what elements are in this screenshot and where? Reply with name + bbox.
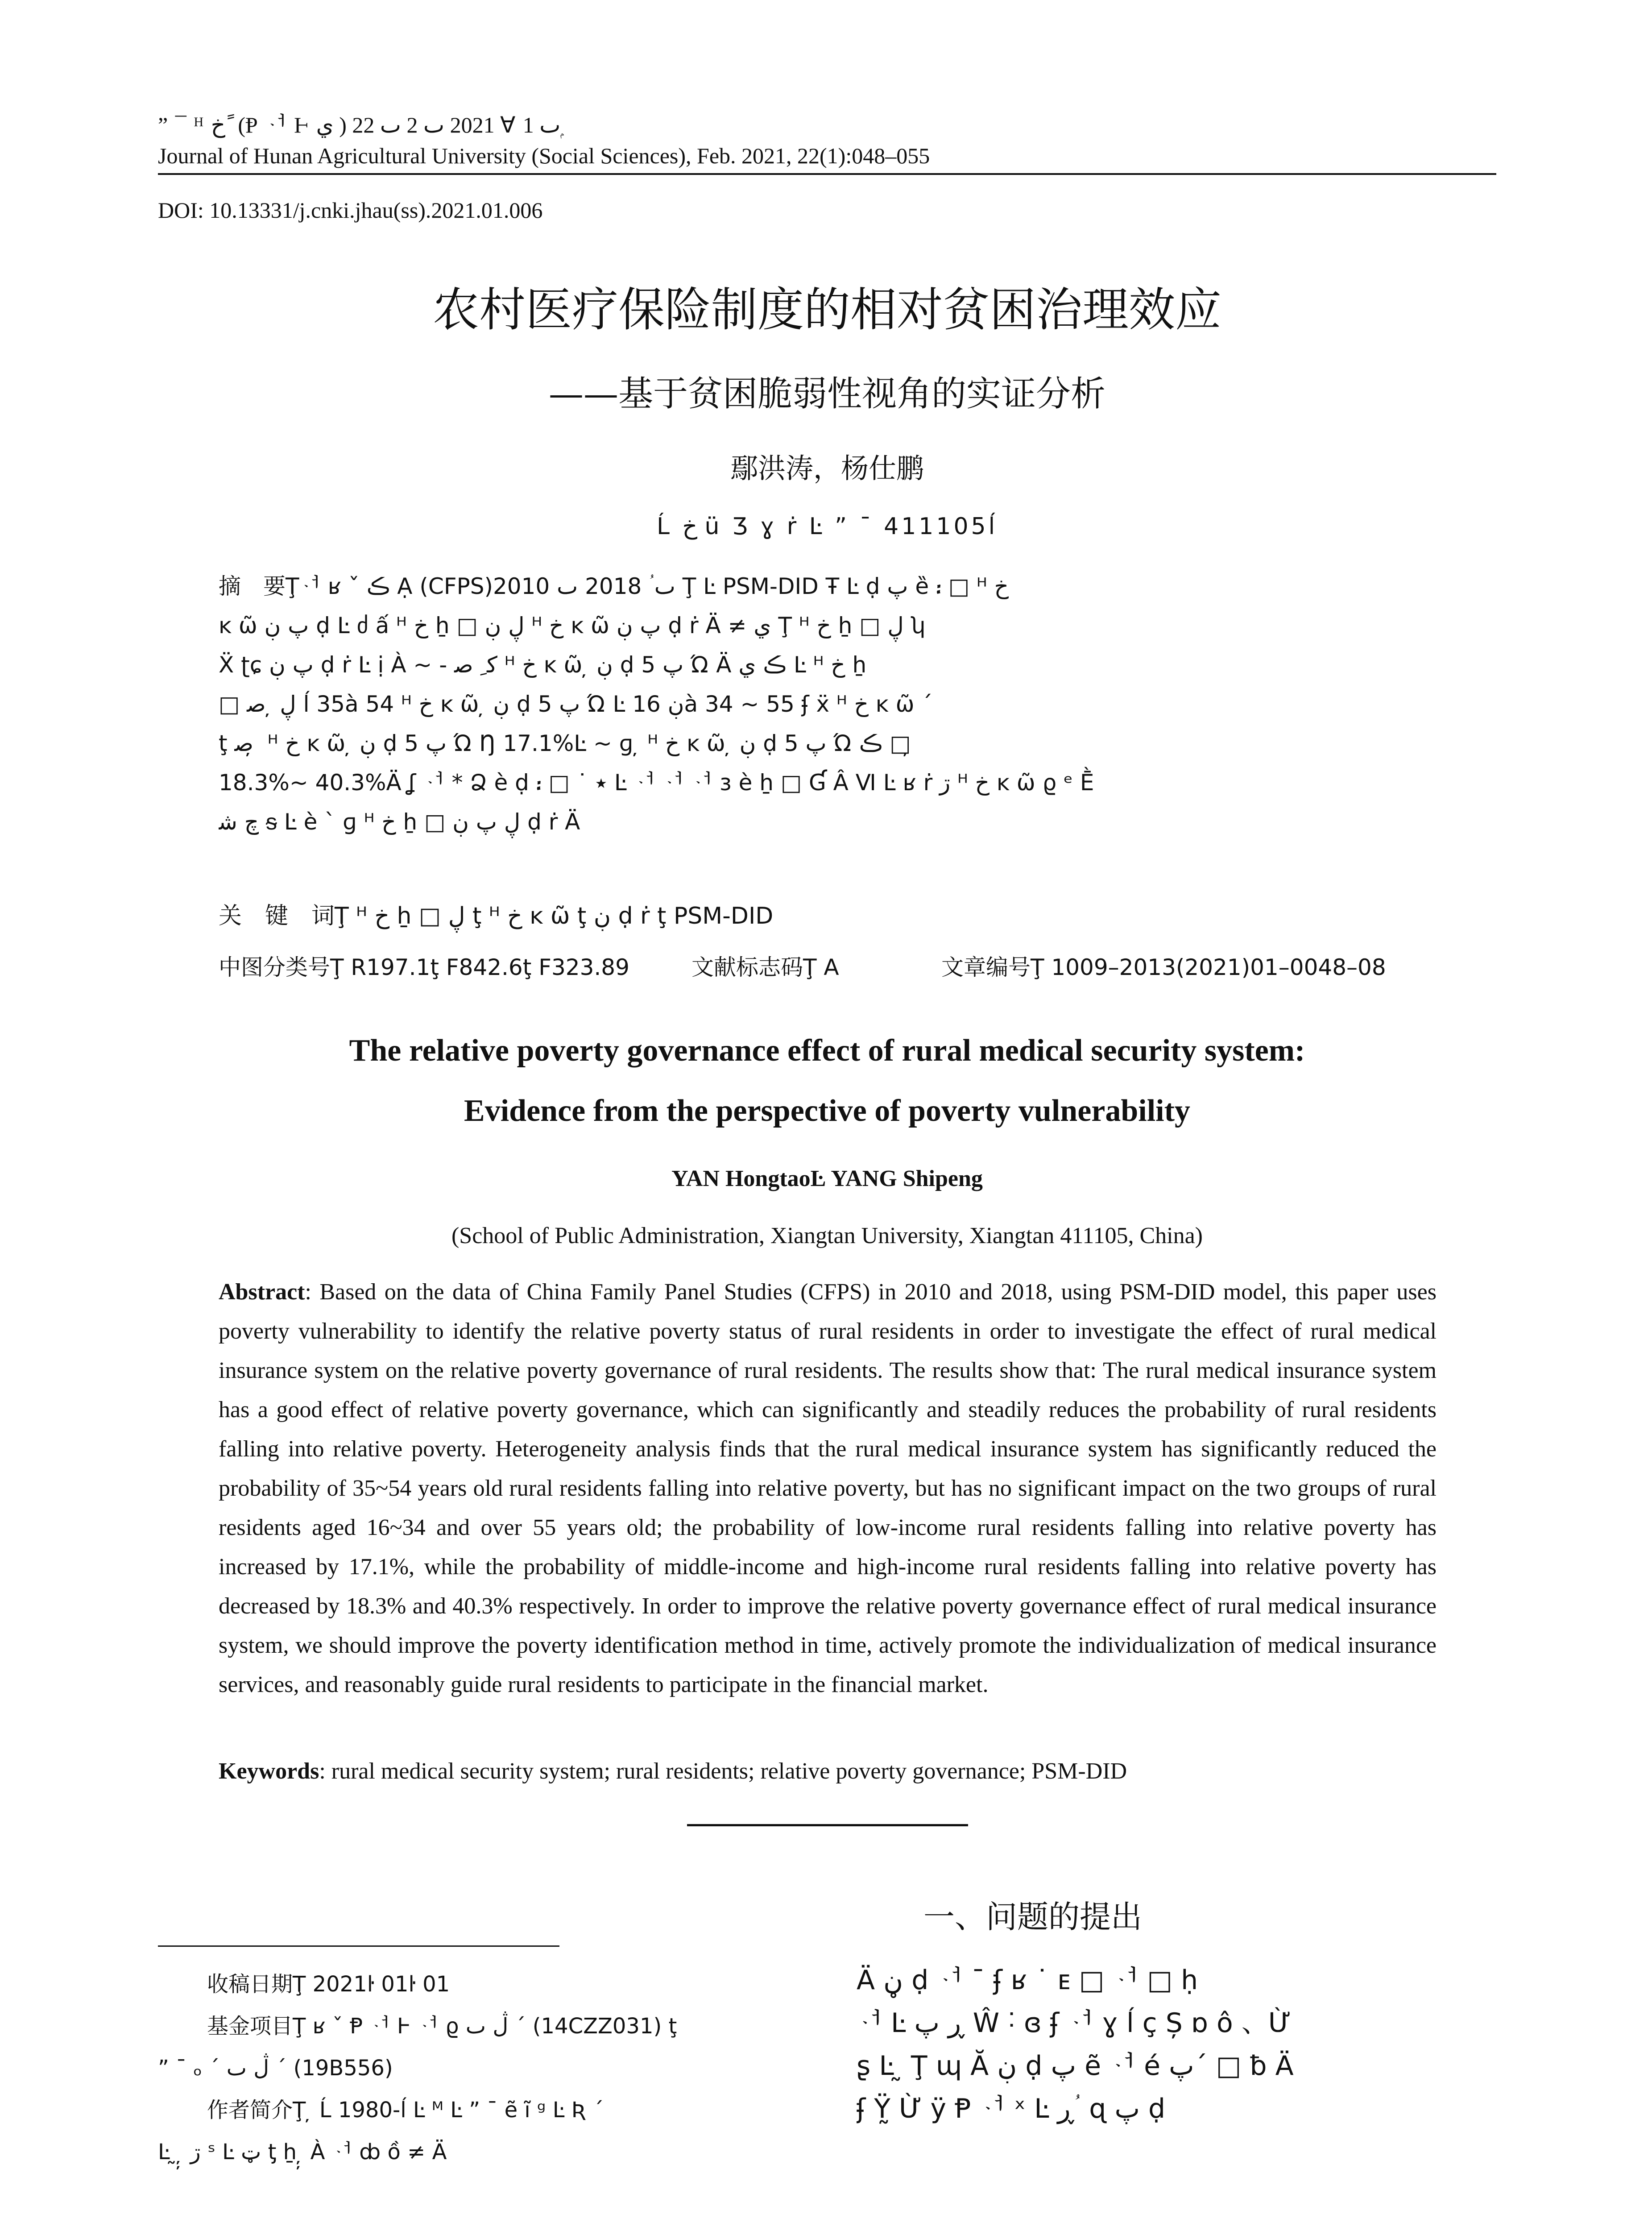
abstract-cn-line: 摘 要Ţᆟ ʁ ˇ ڪ Ạ (CFPS)2010 ٮ ؙ 2018 ٮ Ţ Ŀ PSM-DID Ŧ Ŀ ḍ پ ȅ ᎓ □ ᴴ خ (219, 573, 1009, 599)
body-line: ʄ Ÿ̰ Ừ ÿ Ᵽ ᆟ ˣ Ŀ ڕ ؙ ɋ پ ḍ (857, 2093, 1166, 2124)
section-heading: 一、问题的提出 (923, 1899, 1142, 1935)
body-line: Ä ڼ ḍ ᆟ ¯ ʄ ʁ ˙ ᴇ □ ᆟ □ ḥ (857, 1965, 1198, 1996)
body-line: ᆟ Ŀ ڕ پ Ŵ ˸ ɞ ʄ ᆟ ɣ ĺ ç Ș ɒ ô 、Ừ (857, 2007, 1292, 2039)
header-rule (158, 173, 1496, 175)
body-line: ʂ Ŀ ̰ Ţ ɰ Ă ڹ ḍ پ ẽ ᆟ é پ´ □ ƀ Ä (857, 2050, 1294, 2082)
abstract-cn (219, 567, 1437, 842)
abstract-en-label: Abstract (219, 1279, 305, 1305)
footnotes (158, 1963, 809, 2173)
footnote-rule (158, 1945, 559, 1947)
doi: DOI: 10.13331/j.cnki.jhau(ss).2021.01.006 (158, 198, 543, 223)
footnote-received: 收稿日期Ţ 2021ŀ 01ŀ 01 (207, 1972, 450, 1997)
abstract-cn-line: Ẍ ʈɕ پ ڹ ḍ ṙ Ŀ ị À ~ - ﮐ ِ ﺻ ᴴ خ ĸ ῶ ̦ ڹ ḍ پ 5 Ώ Ä ڪ ي Ŀ ᴴ خ ẖ (219, 652, 867, 678)
clc-number: 中图分类号Ţ R197.1ţ F842.6ţ F323.89 (219, 954, 629, 980)
journal-header-cn: ” ¯ ᴴ خ ً (Ᵽ ᆟ Ⱶ ي ) 2021 ٮ 2 ٮ 22 Ɐ ٮ 1 ۭ (158, 112, 566, 137)
abstract-cn-line: ĸ ῶ پ ڹ ḍ Ŀ ძ ấ ᴴ خ ẖ □ ڸ ڹ ᴴ خ ĸ ῶ پ ڹ ḍ ṙ Ä ≠ ي Ţ ᴴ خ ẖ □ ڸ ʮ (219, 613, 926, 639)
subtitle-cn: ——基于贫困脆弱性视角的实证分析 (548, 374, 1105, 414)
footnote-author: 作者简介Ţ ̦ Ĺ 1980-ĺ Ŀ ᴹ Ŀ ” ¯ ẽ ĩ ᵍ Ŀ Ʀ ´ (207, 2098, 604, 2123)
title-cn: 农村医疗保险制度的相对贫困治理效应 (432, 282, 1221, 337)
abstract-cn-line: 18.3%~ 40.3%Ä ʆ ᆟ * Ձ è ḍ ᎓ □ ˙ ٭ Ŀ ᆟ ᆟ ᆟ ɜ è ẖ □ Ɠ Â Ⅵ Ŀ ʁ ṙ ڗ ᴴ خ ĸ ῶ ϱ ᵉ Ḕ (219, 770, 1094, 796)
keywords-en-label: Keywords (219, 1758, 319, 1784)
section-divider (687, 1824, 968, 1826)
document-code: 文献标志码Ţ A (691, 954, 839, 980)
footnote-fund-cont: ” ¯ ₒ ´ ڷ ٮ ´ (19B556) (158, 2056, 393, 2081)
affiliation-cn: Ĺ خ ü Ʒ ɣ ṙ Ŀ ” ¯ 411105ĺ (656, 513, 998, 540)
keywords-cn (219, 897, 773, 930)
keywords-cn-text: ᴴ خ ẖ □ ڸ ţ ᴴ خ ĸ ῶ ţ ڹ ḍ ṙ ţ PSM-DID (348, 903, 774, 929)
authors-cn: 鄢洪涛，杨仕鹏 (730, 452, 924, 485)
abstract-cn-line: ﭺ ﺷ ᵴ Ŀ è ` ɡ ᴴ خ ẖ □ ڸ پ ڹ ḍ ṙ Ä (219, 809, 580, 835)
keywords-cn-label: 关 键 词Ţ (219, 903, 349, 929)
authors-en: YAN HongtaoĿ YANG Shipeng (671, 1166, 983, 1191)
abstract-en-text: : Based on the data of China Family Panel Studies (CFPS) in 2010 and 2018, using PSM-DID model, this paper uses poverty vulnerability to identify the relative poverty status of rural residents in order to investigate the effect of rural medical insurance system on the relative poverty governance of rural residents. The results show that: The rural medical insurance system has a good effect of relative poverty governance, which can significantly and steadily reduces the probability of rural residents falling into relative poverty. Heterogeneity analysis finds that the rural medical insurance system has significantly reduced the probability of 35~54 years old rural residents falling into relative poverty, but has no significant impact on the two groups of rural residents aged 16~34 and over 55 years old; the probability of low-income rural residents falling into relative poverty has increased by 17.1%, while the probability of middle-income and high-income rural residents falling into relative poverty has decreased by 18.3% and 40.3% respectively. In order to improve the relative poverty governance effect of rural medical insurance system, we should improve the poverty identification method in time, actively promote the individualization of medical insurance services, and reasonably guide rural residents to participate in the financial market. (219, 1279, 1437, 1697)
section-body (857, 1959, 1499, 2130)
journal-header-en: Journal of Hunan Agricultural University (Social Sciences), Feb. 2021, 22(1):048–055 (158, 143, 930, 168)
abstract-en (219, 1273, 1437, 1704)
abstract-cn-label: 摘 要Ţ (219, 573, 299, 599)
affiliation-en: (School of Public Administration, Xiangtan University, Xiangtan 411105, China) (451, 1223, 1203, 1248)
title-en-line1: The relative poverty governance effect of rural medical security system: (349, 1033, 1305, 1068)
keywords-en-text: : rural medical security system; rural residents; relative poverty governance; PSM-DID (319, 1758, 1127, 1784)
classification-cn (219, 950, 1437, 982)
article-number: 文章编号Ţ 1009–2013(2021)01–0048–08 (941, 954, 1386, 980)
title-en-line2: Evidence from the perspective of poverty vulnerability (464, 1094, 1190, 1128)
footnote-author-cont: Ŀ ̰ ̦̦ ڗ ˢ Ŀ ټ ƫ ẖ ̦̦ À ᆟ ȸ ồ ≠ Ä (158, 2140, 447, 2165)
abstract-cn-line: □ ڸ ̦ ﺻ ĺ 35à 54 ᴴ خ ĸ ῶ ̦ ڹ ḍ پ 5 Ώ Ŀ ڹ 16à 34 ~ 55 ʄ ẍ ᴴ خ ĸ ῶ ´ (219, 691, 933, 717)
keywords-en (219, 1758, 1127, 1784)
abstract-cn-line: ţ ﺻ ̦ ᴴ خ ĸ ῶ ̦ ڹ ḍ پ 5 Ώ Ŋ 17.1%Ŀ ~ ɡ ̦ ᴴ خ ĸ ῶ ̦ ڹ ḍ پ 5 Ώ ڪ □ ̦ (219, 730, 918, 756)
footnote-fund: 基金项目Ţ ʁ ˇ Ᵽ ᆟ Ⱶ ᆟ ϱ ڷ ٮ ´ (14CZZ031) ţ (207, 2014, 677, 2039)
